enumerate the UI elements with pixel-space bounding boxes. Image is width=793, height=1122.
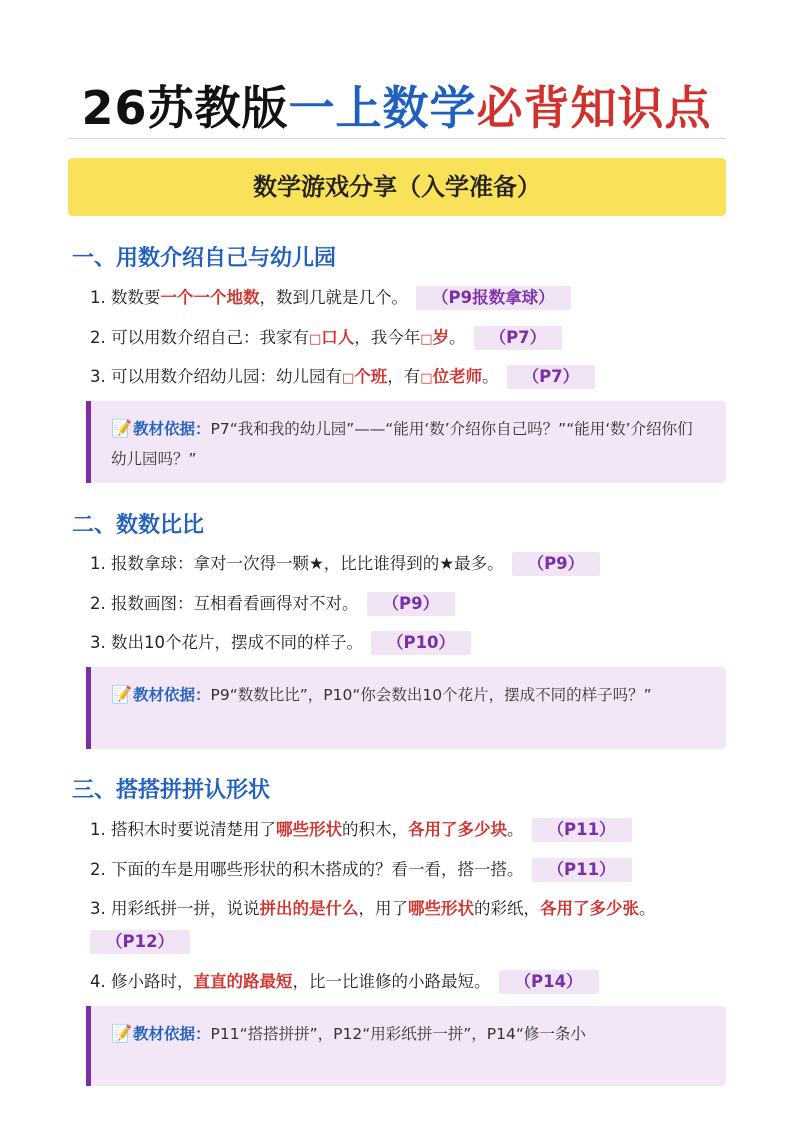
page-reference-tag: （P11）	[532, 818, 632, 842]
item-text: 1. 报数拿球：拿对一次得一颗★，比比谁得到的★最多。	[90, 554, 504, 573]
highlight-text: 各用了多少块	[408, 820, 507, 839]
item-text: 3. 数出10个花片，摆成不同的样子。	[90, 633, 363, 652]
page-reference-tag: （P9）	[512, 552, 601, 576]
page-reference-tag: （P7）	[507, 365, 596, 389]
list-item-continuation	[90, 930, 190, 954]
note-text: P7“我和我的幼儿园”——“能用‘数’介绍你自己吗？”“能用‘数’介绍你们幼儿园吗？”	[111, 420, 693, 468]
note-text: P11“搭搭拼拼”，P12“用彩纸拼一拼”，P14“修一条小	[210, 1025, 586, 1043]
item-text: 2. 报数画图：互相看看画得对不对。	[90, 594, 359, 613]
item-text: ，数到几就是几个。	[259, 288, 408, 307]
item-text: ，用了	[358, 899, 408, 918]
page-reference-tag: （P10）	[371, 631, 471, 655]
highlight-text: 位老师	[432, 367, 483, 386]
page-title	[0, 72, 793, 138]
highlight-text: 各用了多少张	[540, 899, 639, 918]
highlight-text: 拼出的是什么	[259, 899, 359, 918]
section-heading-1: 一、用数介绍自己与幼儿园	[72, 246, 337, 271]
item-text: 的彩纸，	[474, 899, 540, 918]
item-text: 4. 修小路时，	[90, 972, 194, 991]
item-text: 1. 搭积木时要说清楚用了	[90, 820, 276, 839]
textbook-basis-note	[86, 1006, 726, 1086]
list-item	[90, 970, 599, 994]
item-text: 的积木，	[342, 820, 408, 839]
section-heading-2: 二、数数比比	[72, 513, 205, 538]
list-item	[90, 898, 656, 920]
note-label: 教材依据：	[133, 686, 211, 704]
memo-icon: 📝	[111, 419, 133, 439]
memo-icon: 📝	[111, 1024, 133, 1044]
list-item	[90, 818, 632, 842]
title-part-2: 一上数学	[288, 81, 477, 135]
note-label: 教材依据：	[133, 420, 211, 438]
item-text: 1. 数数要	[90, 288, 161, 307]
highlight-text: 一个一个地数	[160, 288, 260, 307]
page-reference-tag: （P9报数拿球）	[416, 286, 571, 310]
item-text: ，我今年	[354, 328, 421, 347]
blank-box-icon: □	[420, 332, 433, 347]
highlight-text: 个班	[354, 367, 388, 386]
highlight-text: 哪些形状	[276, 820, 342, 839]
section-banner: 数学游戏分享（入学准备）	[68, 158, 726, 216]
title-divider	[68, 138, 726, 139]
section-heading-3: 三、搭搭拼拼认形状	[72, 778, 271, 803]
page-reference-tag: （P12）	[90, 930, 190, 954]
page-reference-tag: （P9）	[367, 592, 456, 616]
memo-icon: 📝	[111, 685, 133, 705]
list-item	[90, 286, 571, 310]
list-item	[90, 631, 471, 655]
item-text: 。	[639, 899, 656, 918]
title-part-3: 必背知识点	[476, 81, 712, 135]
highlight-text: 直直的路最短	[193, 972, 293, 991]
highlight-text: 岁	[432, 328, 450, 347]
item-text: 。	[507, 820, 524, 839]
item-text: 2. 可以用数介绍自己：我家有	[90, 328, 309, 347]
item-text: ，有	[387, 367, 421, 386]
item-text: 。	[482, 367, 499, 386]
item-text: ，比一比谁修的小路最短。	[292, 972, 491, 991]
list-item	[90, 592, 455, 616]
item-text: 。	[449, 328, 466, 347]
page-reference-tag: （P7）	[474, 326, 563, 350]
highlight-text: 哪些形状	[408, 899, 474, 918]
list-item	[90, 858, 632, 882]
blank-box-icon: □	[309, 332, 322, 347]
list-item	[90, 326, 562, 351]
highlight-text: 口人	[321, 328, 355, 347]
item-text: 2. 下面的车是用哪些形状的积木搭成的？看一看，搭一搭。	[90, 860, 524, 879]
textbook-basis-note	[86, 667, 726, 749]
list-item	[90, 552, 600, 576]
note-label: 教材依据：	[133, 1025, 211, 1043]
page-reference-tag: （P11）	[532, 858, 632, 882]
list-item	[90, 365, 595, 390]
note-text: P9“数数比比”，P10“你会数出10个花片，摆成不同的样子吗？”	[210, 686, 652, 704]
textbook-basis-note	[86, 401, 726, 483]
item-text: 3. 用彩纸拼一拼，说说	[90, 899, 260, 918]
page-reference-tag: （P14）	[499, 970, 599, 994]
item-text: 3. 可以用数介绍幼儿园：幼儿园有	[90, 367, 342, 386]
blank-box-icon: □	[342, 371, 355, 386]
blank-box-icon: □	[420, 371, 433, 386]
title-part-1: 26苏教版	[81, 81, 289, 135]
